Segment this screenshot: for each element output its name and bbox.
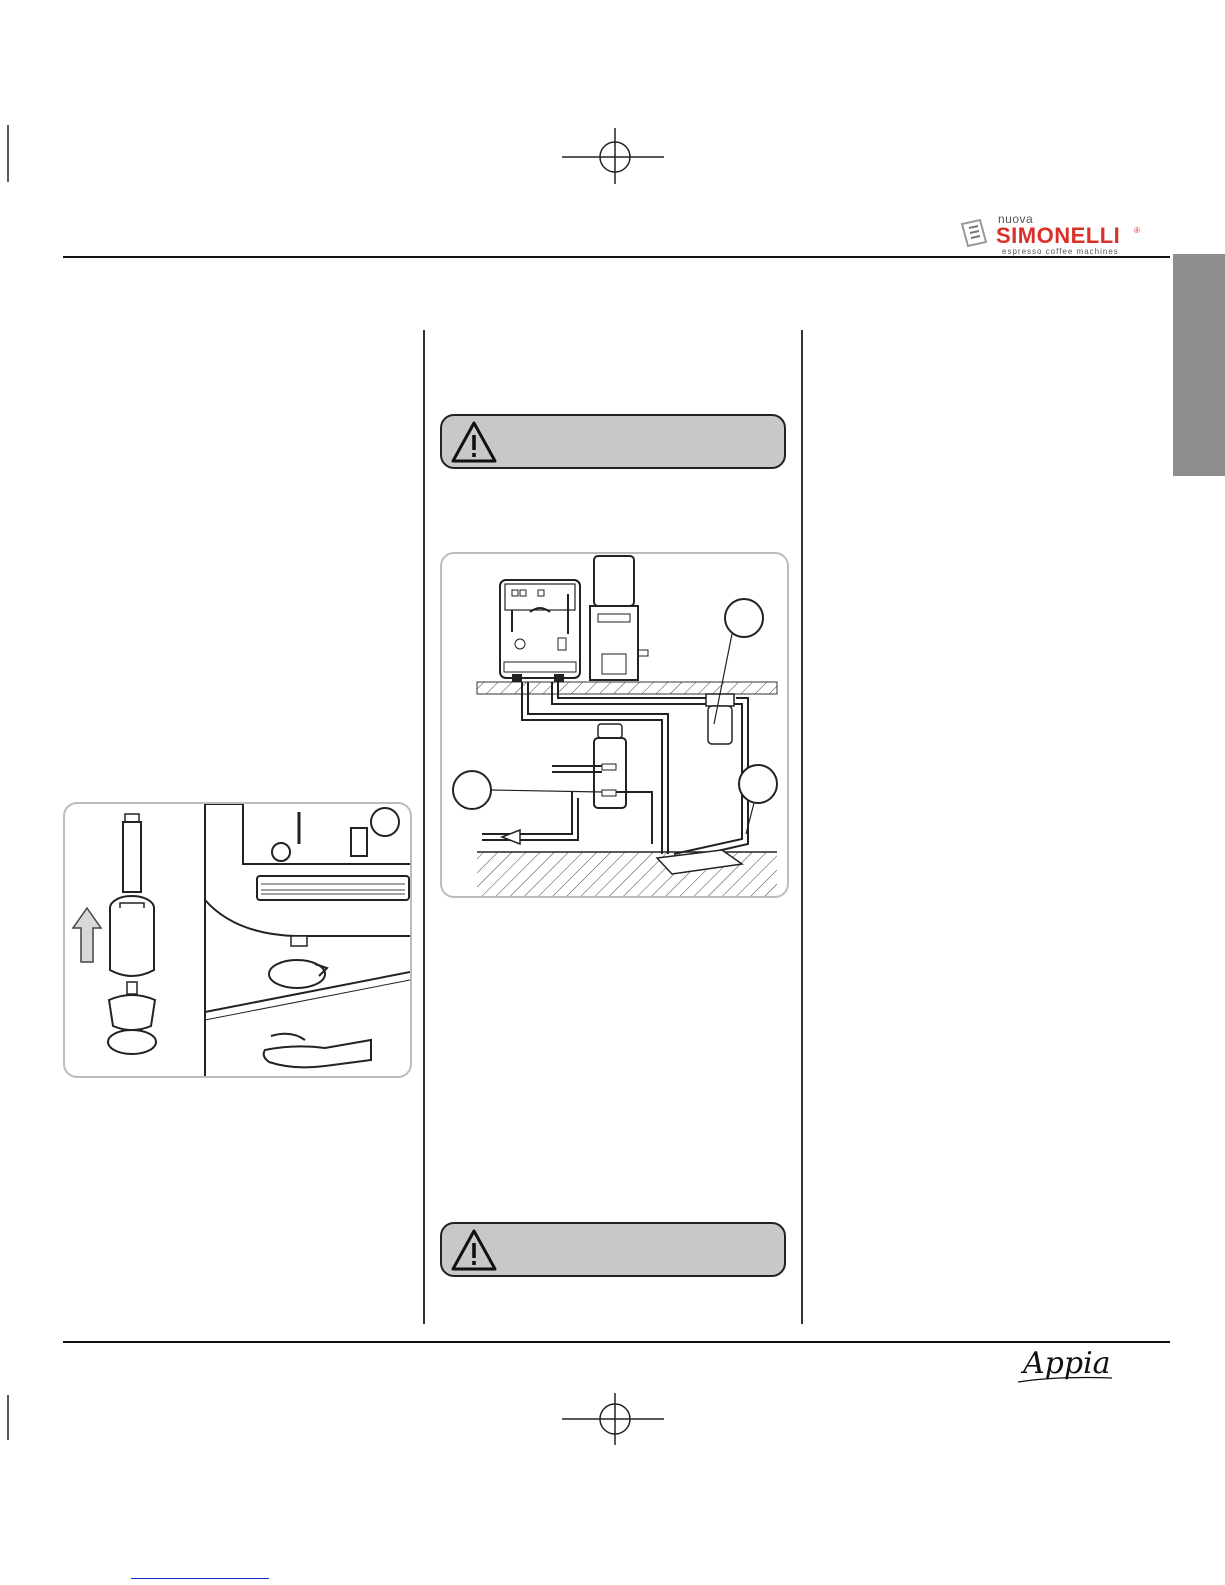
foot-adjustment-illustration — [65, 804, 410, 1076]
logo-brand-name: SIMONELLI — [996, 223, 1121, 248]
logo-nuova: nuova — [998, 212, 1034, 226]
simonelli-mark-icon — [958, 218, 992, 250]
logo-tagline: espresso coffee machines — [1002, 247, 1119, 256]
logo-registered: ® — [1134, 226, 1140, 235]
brand-logo — [958, 212, 1143, 256]
header-rule — [63, 256, 1170, 258]
warning-panel-2 — [440, 1222, 786, 1277]
warning-triangle-icon — [450, 420, 498, 464]
warning-panel-1 — [440, 414, 786, 469]
model-wordmark: Appia — [1023, 1346, 1111, 1381]
foot-adjustment-figure — [63, 802, 412, 1078]
installation-diagram-figure — [440, 552, 789, 898]
bottom-link-underline — [131, 1578, 269, 1579]
warning-triangle-icon — [450, 1228, 498, 1272]
footer-rule — [63, 1341, 1170, 1343]
wordmark-swash — [1016, 1374, 1116, 1386]
column-divider-left — [423, 330, 425, 1324]
column-divider-right — [801, 330, 803, 1324]
water-connection-diagram — [442, 554, 787, 896]
section-tab — [1173, 254, 1225, 476]
